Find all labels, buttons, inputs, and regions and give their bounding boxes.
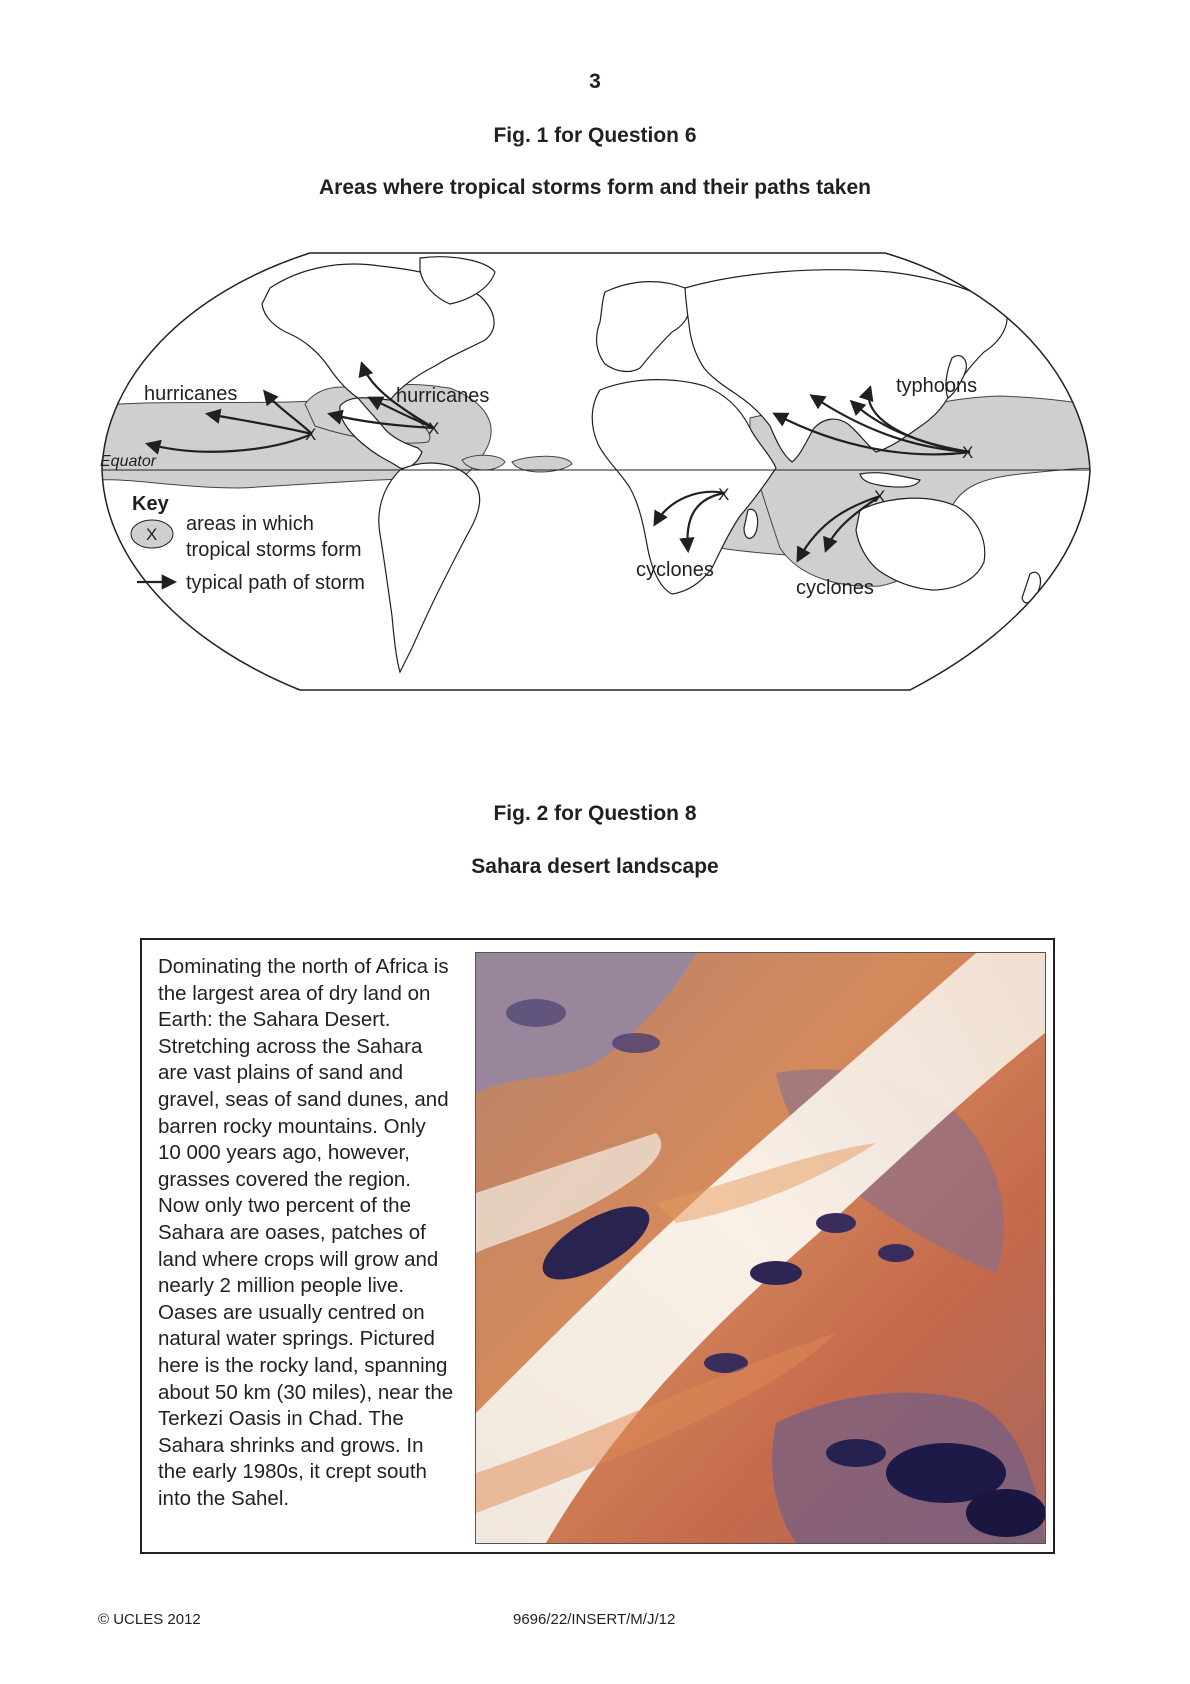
fig1-title: Fig. 1 for Question 6: [493, 124, 697, 147]
map-key: [131, 493, 365, 594]
fig2-box: [140, 938, 1055, 1554]
label-cyclones-australia: cyclones: [796, 577, 874, 599]
fig1-subtitle: Areas where tropical storms form and their paths taken: [319, 176, 871, 199]
key-x-symbol: X: [146, 525, 158, 544]
page-number: 3: [589, 70, 601, 93]
x-marker-atlantic: X: [428, 419, 440, 438]
fig2-description: Dominating the north of Africa is the largest area of dry land on Earth: the Sahara Desert. Stretching across the Sahara are vast plains of sand and gravel, seas of sand dunes, and barren rocky mountains. Only 10 000 years ago, however, grasses covered the region. Now only two percent of the Sahara are oases, patches of land where crops will grow and nearly 2 million people live. Oases are usually centred on natural water springs. Pictured here is the rocky land, spanning about 50 km (30 miles), near the Terkezi Oasis in Chad. The Sahara shrinks and grows. In the early 1980s, it crept south into the Sahel.: [158, 955, 454, 1510]
x-marker-east-pacific: X: [305, 425, 317, 444]
label-equator: Equator: [100, 453, 157, 470]
x-marker-australia: X: [874, 487, 886, 506]
fig2-title: Fig. 2 for Question 8: [493, 802, 697, 825]
x-marker-west-pacific: X: [962, 443, 974, 462]
key-path: typical path of storm: [186, 572, 365, 594]
sahara-satellite-photo: [475, 952, 1046, 1544]
footer-copyright: © UCLES 2012: [98, 1611, 201, 1628]
footer-code: 9696/22/INSERT/M/J/12: [513, 1611, 676, 1628]
tropical-storms-map: [100, 248, 1100, 698]
x-marker-indian: X: [718, 485, 730, 504]
key-heading: Key: [132, 493, 169, 515]
key-areas-line1: areas in which: [186, 513, 314, 535]
fig2-subtitle: Sahara desert landscape: [471, 855, 719, 878]
label-typhoons: typhoons: [896, 375, 978, 397]
label-hurricanes-pacific: hurricanes: [144, 383, 238, 405]
label-cyclones-indian: cyclones: [636, 559, 714, 581]
label-hurricanes-atlantic: hurricanes: [396, 385, 490, 407]
key-areas-line2: tropical storms form: [186, 539, 362, 561]
